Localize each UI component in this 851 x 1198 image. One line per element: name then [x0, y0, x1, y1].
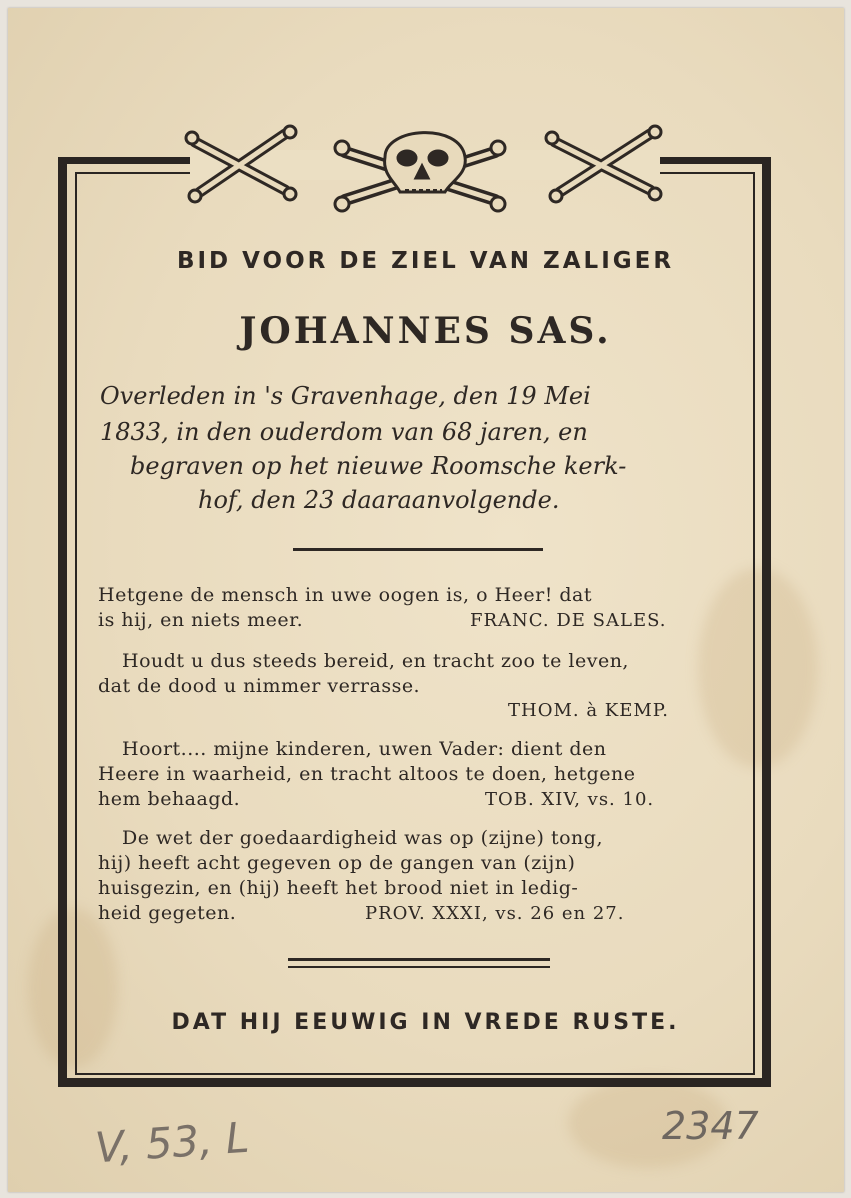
catalog-mark: V, 53, L [93, 1112, 251, 1173]
quote-line: Houdt u dus steeds bereid, en tracht zoo te leven, [122, 650, 629, 672]
deceased-name: JOHANNES SAS. [239, 310, 612, 352]
death-notice-line-3: begraven op het nieuwe Roomsche kerk- [130, 452, 627, 480]
quote-citation: THOM. à KEMP. [508, 700, 669, 721]
closing-blessing: DAT HIJ EEUWIG IN VREDE RUSTE. [171, 1010, 680, 1035]
divider-bottom-1 [288, 958, 550, 961]
quote-citation: PROV. XXXI, vs. 26 en 27. [365, 903, 625, 924]
quote-line: heid gegeten. [98, 902, 237, 924]
quote-line: Hoort.... mijne kinderen, uwen Vader: dient den [122, 738, 607, 760]
quote-citation: TOB. XIV, vs. 10. [485, 789, 655, 810]
quote-line: huisgezin, en (hij) heeft het brood niet in ledig- [98, 877, 579, 899]
quote-line: Hetgene de mensch in uwe oogen is, o Heer! dat [98, 584, 593, 606]
death-notice-line-4: hof, den 23 daaraanvolgende. [198, 486, 560, 514]
quote-line: hem behaagd. [98, 788, 241, 810]
crossed-bones-icon [546, 126, 661, 202]
skull-and-crossbones-icon [335, 133, 505, 211]
crossed-bones-icon [186, 126, 296, 202]
quote-line: Heere in waarheid, en tracht altoos te doen, hetgene [98, 763, 636, 785]
accession-number: 2347 [662, 1104, 759, 1148]
quote-citation: FRANC. DE SALES. [470, 610, 667, 631]
quote-line: is hij, en niets meer. [98, 609, 304, 631]
quote-line: hij) heeft acht gegeven op de gangen van (zijn) [98, 852, 576, 874]
death-notice-line-2: 1833, in den ouderdom van 68 jaren, en [100, 418, 588, 446]
ornament-row [180, 112, 670, 222]
quote-line: De wet der goedaardigheid was op (zijne) tong, [122, 827, 603, 849]
divider-bottom-2 [288, 966, 550, 968]
death-notice-line-1: Overleden in 's Gravenhage, den 19 Mei [100, 382, 591, 410]
quote-line: dat de dood u nimmer verrasse. [98, 675, 421, 697]
divider-top [293, 548, 543, 551]
prayer-heading: BID VOOR DE ZIEL VAN ZALIGER [176, 248, 675, 274]
